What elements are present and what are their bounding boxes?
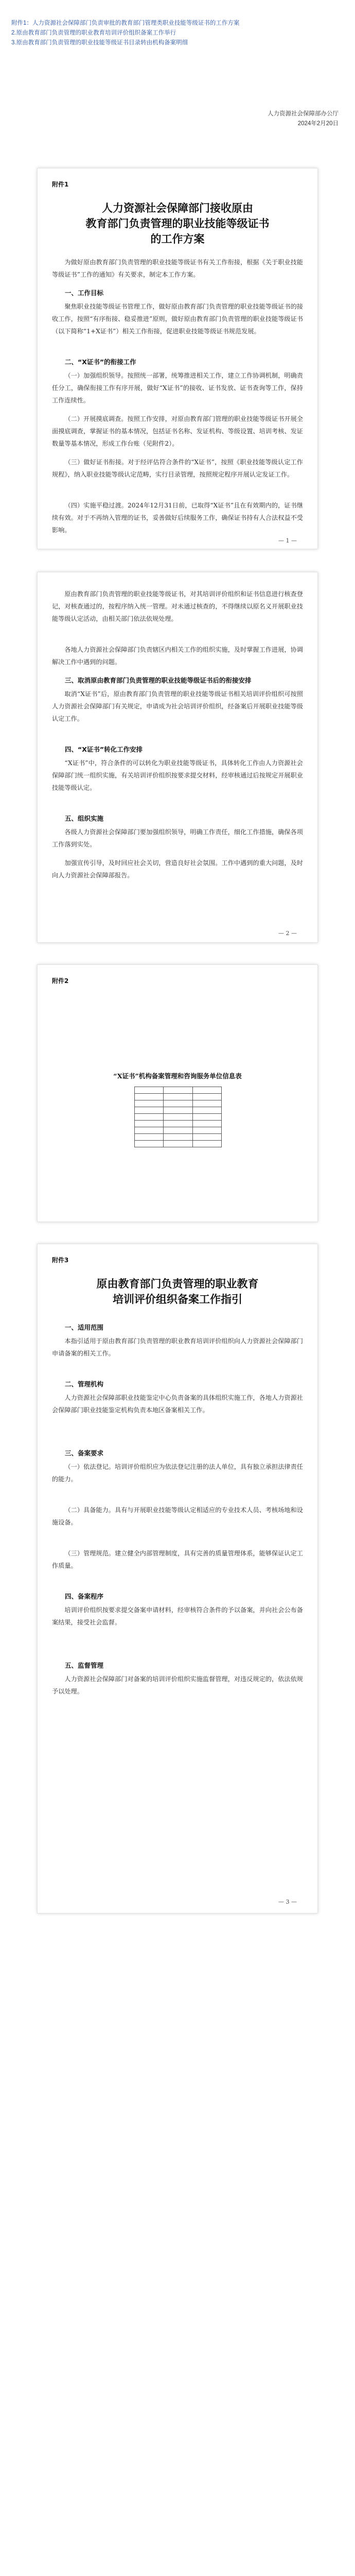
title-line: 教育部门负责管理的职业技能等级证书	[85, 217, 270, 230]
paragraph: （三）做好证书衔接。对于经评估符合条件的“X证书”，按照《职业技能等级认定工作规程》，纳入职业技能等级认定范畴，实行目录管理，按照规定程序开展认定发证工作。	[52, 459, 303, 478]
intro-paragraph: 为做好原由教育部门负责管理的职业技能等级证书有关工作衔接，根据《关于职业技能等级证书”工作的通知》有关要求，制定本工作方案。	[52, 259, 303, 278]
paragraph: 加强宣传引导，及时回应社会关切，营造良好社会氛围。工作中遇到的重大问题，及时向人力资源社会保障部报告。	[52, 859, 303, 879]
table-row	[135, 1141, 222, 1147]
table-cell	[135, 1114, 164, 1121]
table-cell	[164, 1121, 192, 1127]
section-heading: 五、组织实施	[65, 815, 104, 822]
table-cell	[164, 1100, 192, 1107]
paragraph: 各级人力资源社会保障部门要加强组织领导，明确工作责任，细化工作措施，确保各项工作落到实处。	[52, 828, 303, 848]
table-cell	[164, 1087, 192, 1094]
attachment-3-page	[37, 1244, 318, 1913]
table-cell	[164, 1127, 192, 1134]
attachment-2-page	[37, 964, 318, 1222]
paragraph: （一）加强组织领导。按照统一部署，统筹推进相关工作，建立工作协调机制，明确责任分工，确保衔接工作有序开展，做好“X证书”的接收、证书发放、证书查询等工作，保持工作连续性。	[52, 372, 303, 404]
paragraph: （四）实施平稳过渡。2024年12月31日前，已取得“X证书”且在有效期内的，证书继续有效。对于不再纳入管理的证书，妥善做好后续服务工作，确保证书持有人合法权益不受影响。	[52, 502, 303, 534]
title-line: 培训评价组织备案工作指引	[113, 1293, 242, 1306]
paragraph: 培训评价组织按要求提交备案申请材料，经审核符合条件的予以备案，并向社会公布备案结果，接受社会监督。	[52, 1606, 303, 1626]
paragraph: 人力资源社会保障部门对备案的培训评价组织实施监督管理，对违反规定的，依法依规予以处理。	[52, 1675, 303, 1695]
section-heading: 四、“X证书”转化工作安排	[65, 745, 143, 753]
signature-date: 2024年2月20日	[297, 121, 339, 127]
signature-org: 人力资源社会保障部办公厅	[268, 111, 339, 117]
page-number: — 3 —	[278, 1899, 297, 1905]
title-line: 人力资源社会保障部门接收原由	[102, 201, 253, 214]
attachment-link-2[interactable]: 2.原由教育部门负责管理的职业教育培训评价组织备案工作举行	[11, 30, 176, 36]
attachment-link-3[interactable]: 3.原由教育部门负责管理的职业技能等级证书目录转由机构备案明细	[11, 40, 188, 46]
paragraph: 各地人力资源社会保障部门负责辖区内相关工作的组织实施，及时掌握工作进展，协调解决工作中遇到的问题。	[52, 646, 303, 666]
section-heading: 一、工作目标	[65, 289, 104, 297]
attachment-label: 附件2	[52, 977, 69, 985]
table-row	[135, 1100, 222, 1107]
table-row	[135, 1094, 222, 1100]
paragraph: 本指引适用于原由教育部门负责管理的职业教育培训评价组织向人力资源社会保障部门申请备案的相关工作。	[52, 1337, 303, 1357]
paragraph: “X证书”中，符合条件的可以转化为职业技能等级证书，具体转化工作由人力资源社会保障部门统一组织实施，有关培训评价组织按要求提交材料，经审核通过后按规定开展职业技能等级认定。	[52, 759, 303, 791]
attachment-link-1[interactable]: 附件1：人力资源社会保障部门负责审批的教育部门管理类职业技能等级证书的工作方案	[11, 20, 240, 26]
table-cell	[164, 1134, 192, 1141]
table-cell	[135, 1134, 164, 1141]
attachment-1-page-2	[37, 572, 318, 943]
table-cell	[164, 1094, 192, 1100]
paragraph: 人力资源社会保障部职业技能鉴定中心负责备案的具体组织实施工作，各地人力资源社会保障部门职业技能鉴定机构负责本地区备案相关工作。	[52, 1394, 303, 1414]
section-heading: 三、取消原由教育部门负责管理的职业技能等级证书后的衔接安排	[65, 676, 252, 684]
table-cell	[135, 1094, 164, 1100]
table-cell	[192, 1107, 221, 1114]
paragraph: 聚焦职业技能等级证书管理工作，做好原由教育部门负责管理的职业技能等级证书的接收工作，按照“有序衔接、稳妥推进”原则，做好原由教育部门负责管理的职业技能等级证书（以下简称“1+X证书”）相关工作衔接，促进职业技能等级证书规范发展。	[52, 303, 303, 335]
table-cell	[192, 1087, 221, 1094]
table-cell	[135, 1121, 164, 1127]
table-cell	[135, 1107, 164, 1114]
table-row	[135, 1127, 222, 1134]
document-title	[52, 200, 303, 247]
table-cell	[192, 1094, 221, 1100]
table-cell	[135, 1127, 164, 1134]
paragraph: （三）管理规范。建立健全内部管理制度，具有完善的质量管理体系，能够保证认定工作质量。	[52, 1550, 303, 1569]
table-cell	[192, 1114, 221, 1121]
title-line: 原由教育部门负责管理的职业教育	[96, 1277, 259, 1290]
title-line: 的工作方案	[150, 232, 205, 245]
table-cell	[135, 1087, 164, 1094]
table-cell	[164, 1114, 192, 1121]
table-cell	[135, 1100, 164, 1107]
paragraph: 原由教育部门负责管理的职业技能等级证书，对其培训评价组织和证书信息进行核查登记，对核查通过的，按程序纳入统一管理。对未通过核查的，不得继续以原名义开展职业技能等级认定活动，由相关部门依法依规处理。	[52, 590, 303, 622]
table-row	[135, 1134, 222, 1141]
section-heading: 一、适用范围	[65, 1324, 104, 1331]
page-number: — 1 —	[278, 537, 297, 544]
table-cell	[192, 1141, 221, 1147]
paragraph: 取消“X证书”后，原由教育部门负责管理的职业技能等级证书相关培训评价组织可按照人力资源社会保障部门有关规定，申请成为社会培训评价组织，经备案后开展职业技能等级认定工作。	[52, 690, 303, 722]
paragraph: （二）开展摸底调查。按照工作安排，对原由教育部门管理的职业技能等级证书开展全面摸底调查，掌握证书的基本情况，包括证书名称、发证机构、等级设置、培训考核、发证数量等基本情况，形成工作台账（见附件2）。	[52, 415, 303, 447]
table-cell	[164, 1107, 192, 1114]
table-cell	[135, 1141, 164, 1147]
section-heading: 二、管理机构	[65, 1380, 104, 1388]
document-title	[52, 1276, 303, 1307]
attachment-label: 附件3	[52, 1257, 69, 1264]
table-title: “X证书”机构备案管理和咨询服务单位信息表	[113, 1072, 242, 1080]
table-cell	[192, 1134, 221, 1141]
table-cell	[164, 1141, 192, 1147]
table-cell	[192, 1121, 221, 1127]
page-number: — 2 —	[278, 930, 297, 937]
section-heading: 二、“X证书”的衔接工作	[65, 358, 136, 366]
paragraph: （一）依法登记。培训评价组织应为依法登记注册的法人单位，具有独立承担法律责任的能力。	[52, 1463, 303, 1483]
table-row	[135, 1107, 222, 1114]
section-heading: 三、备案要求	[65, 1449, 104, 1457]
table-row	[135, 1114, 222, 1121]
section-heading: 五、监督管理	[65, 1662, 104, 1669]
table-row	[135, 1087, 222, 1094]
section-heading: 四、备案程序	[65, 1592, 104, 1600]
signature	[268, 109, 339, 129]
attachment-label: 附件1	[52, 181, 69, 188]
attachment-links	[11, 19, 341, 48]
agency-table	[134, 1087, 222, 1147]
paragraph: （二）具备能力。具有与开展职业技能等级认定相适应的专业技术人员、考核场地和设施设备。	[52, 1506, 303, 1526]
table-row	[135, 1121, 222, 1127]
table-cell	[192, 1127, 221, 1134]
attachment-1-page	[37, 168, 318, 549]
table-cell	[192, 1100, 221, 1107]
